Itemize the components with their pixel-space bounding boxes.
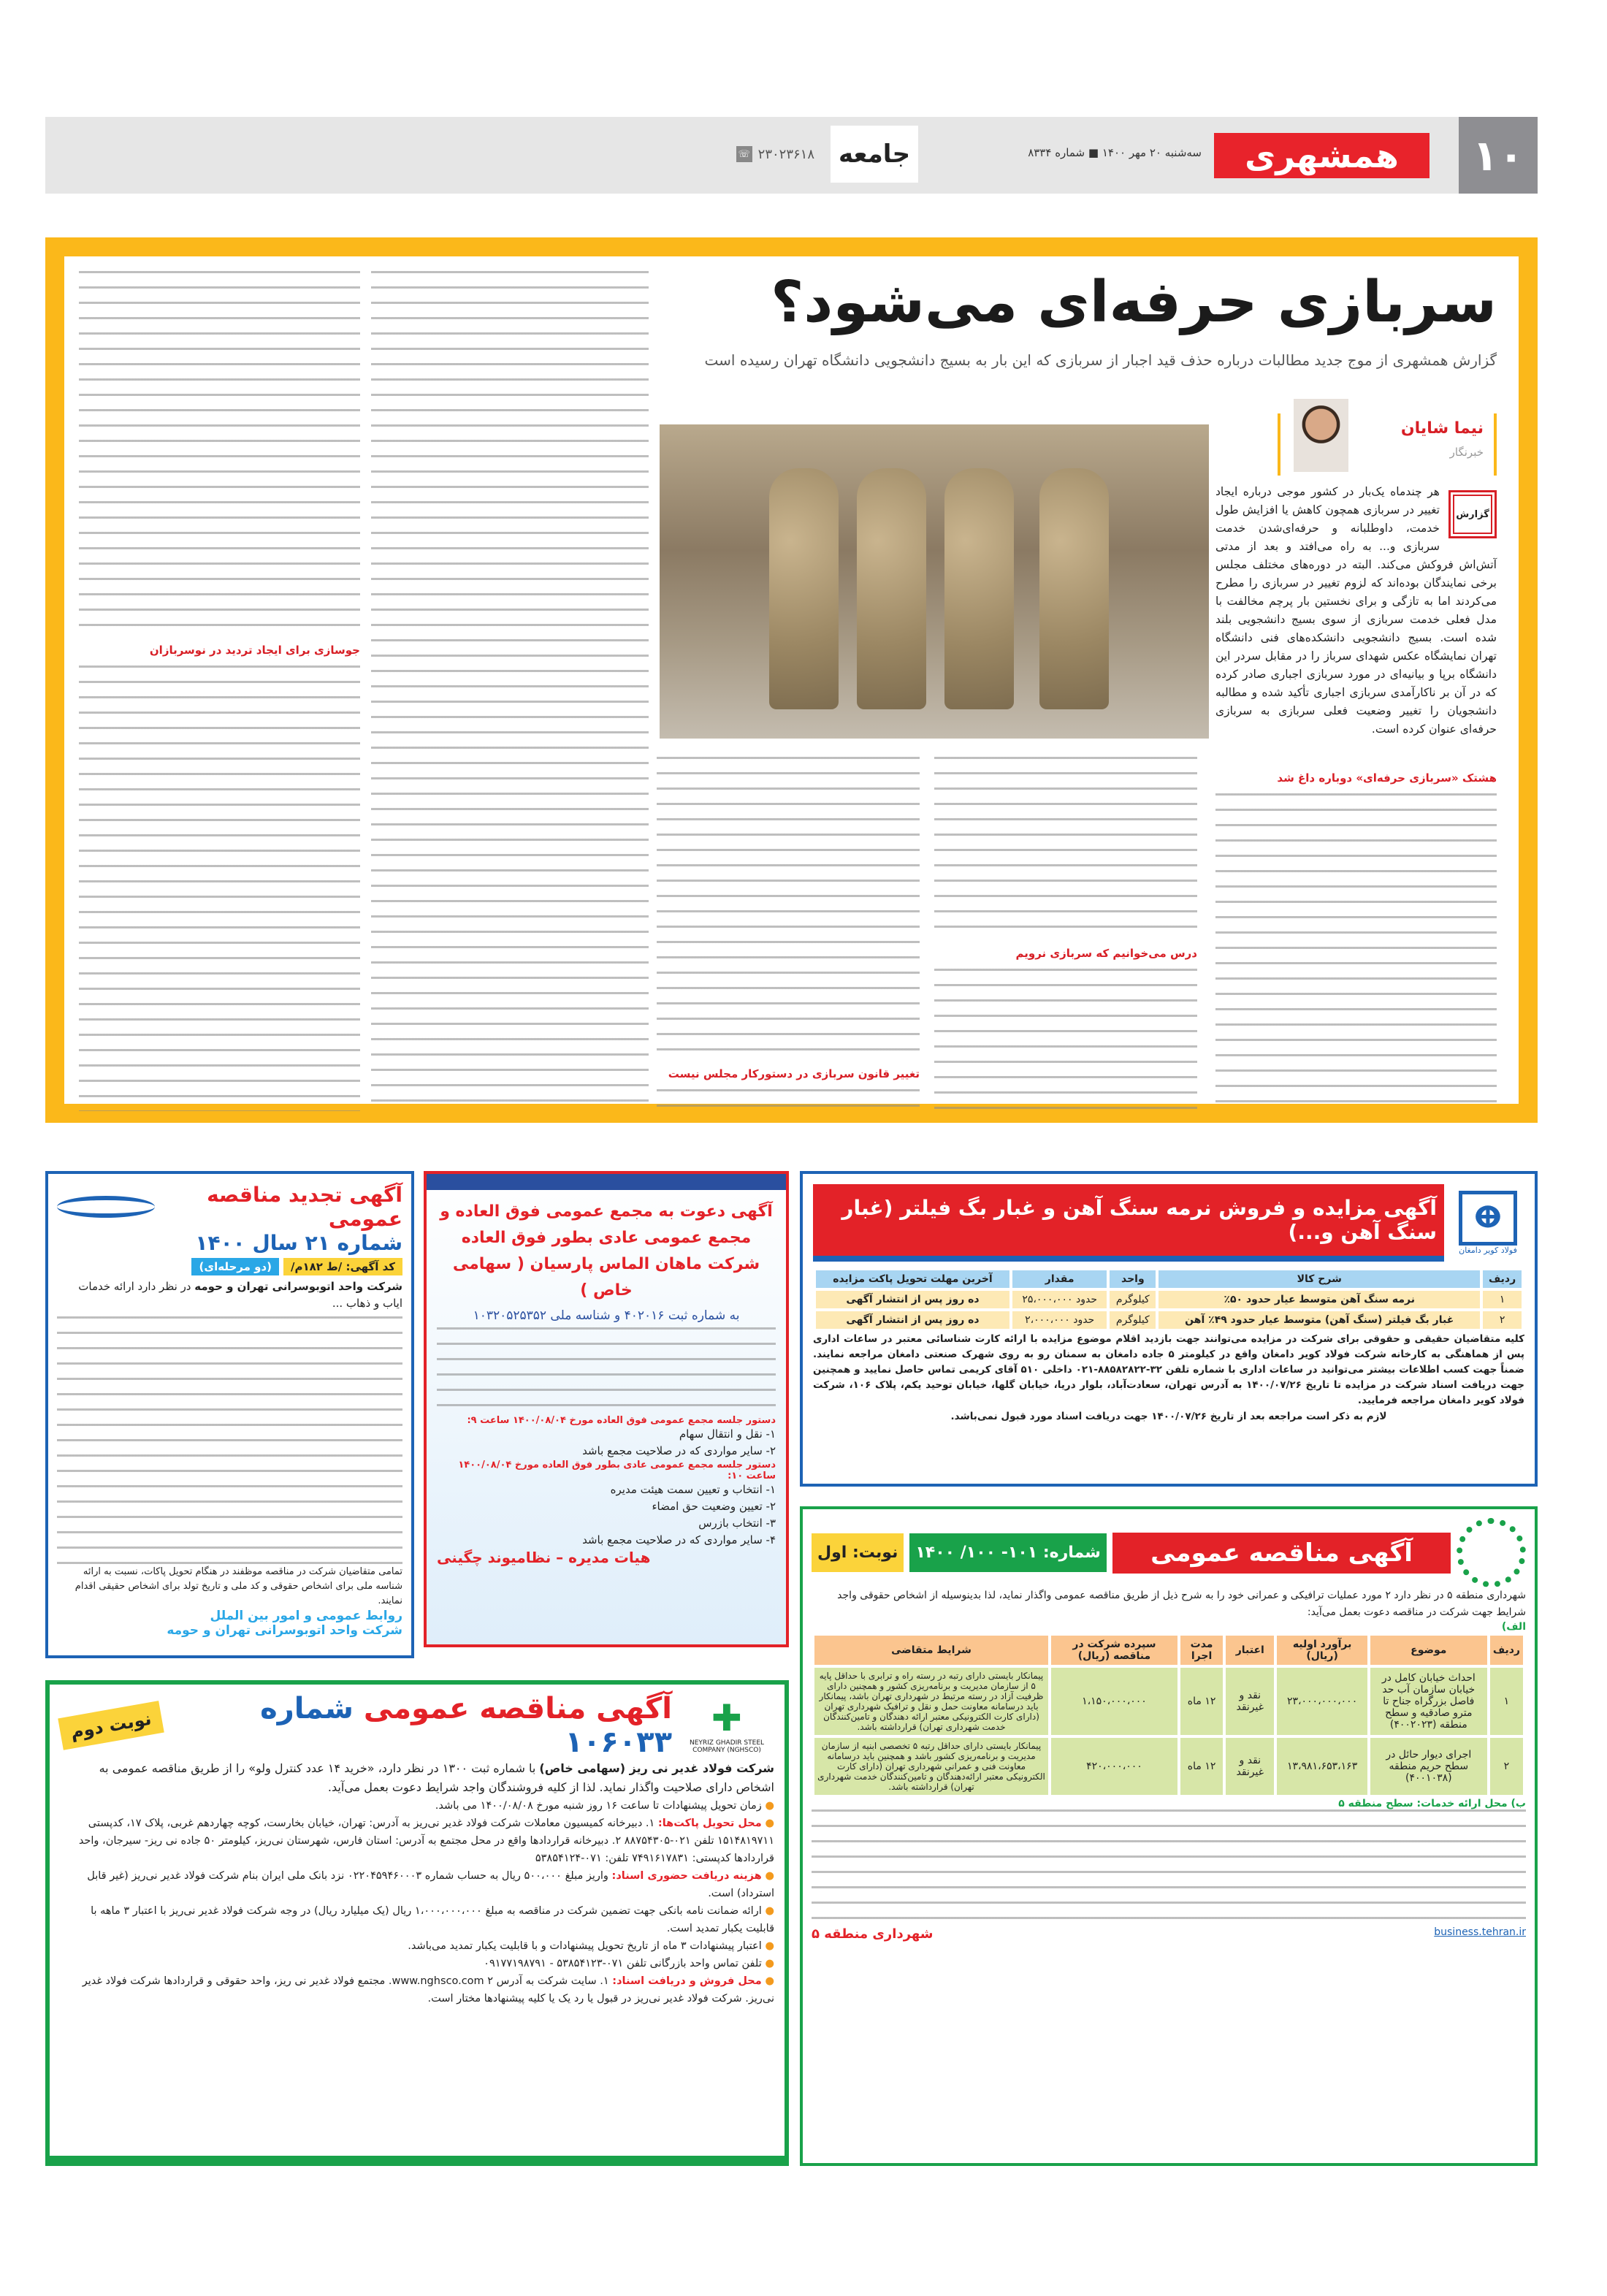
- company-name-en: NEYRIZ GHADIR STEEL COMPANY (NGHSCO): [689, 1739, 765, 1754]
- phone-icon: ☏: [736, 146, 752, 162]
- ad-note: لازم به ذکر است مراجعه بعد از تاریخ ۱۴۰۰/۰۷/۲۶ جهت دریافت اسناد مورد قبول نمی‌باشد.: [950, 1411, 1387, 1422]
- section-phone: [736, 146, 814, 162]
- bullet-icon: ●: [761, 1958, 774, 1969]
- agenda-item: ۱- انتخاب و تعیین سمت هیئت مدیره: [610, 1483, 776, 1496]
- agenda-item: ۴- سایر مواردی که در صلاحیت مجمع باشد: [582, 1533, 776, 1546]
- ad-mahan-assembly: [424, 1171, 789, 1647]
- company-name: شرکت فولاد غدیر نی ریز (سهامی خاص): [539, 1761, 774, 1775]
- table-row: ۱ نرمه سنگ آهن متوسط عیار حدود ۵۰٪ کیلوگرم حدود ۲۵،۰۰۰،۰۰۰ ده روز پس از انتشار آگهی: [816, 1291, 1522, 1308]
- ghadir-logo: ✚ NEYRIZ GHADIR STEEL COMPANY (NGHSCO): [679, 1697, 774, 1754]
- subhead: تغییر قانون سربازی در دستورکار مجلس نیست: [668, 1067, 920, 1080]
- agenda-title: دستور جلسه مجمع عمومی فوق العاده مورخ ۱۴۰۰/۰۸/۰۴ ساعت ۹:: [467, 1415, 776, 1426]
- agenda-item: ۲- تعیین وضعیت حق امضاء: [652, 1500, 776, 1513]
- ad-bus-tender: [45, 1171, 414, 1658]
- agenda-title: دستور جلسه مجمع عمومی عادی بطور فوق العاده مورخ ۱۴۰۰/۰۸/۰۴ ساعت ۱۰:: [458, 1460, 776, 1481]
- ad-body-text: [57, 1316, 402, 1565]
- damghan-logo: ⴲ فولاد کویر دامغان: [1451, 1191, 1524, 1255]
- item-text: اعتبار پیشنهادات ۳ ماه از تاریخ تحویل پیشنهادات و با قابلیت یکبار تمدید می‌باشد.: [408, 1940, 762, 1952]
- ad-round: نوبت دوم: [58, 1701, 164, 1750]
- issue-number: شماره ۸۳۳۴: [1028, 146, 1085, 159]
- table-row: ۱ احداث خیابان کامل در خیابان سازمان آب حد فاصل بزرگراه جناح تا مترو صادقیه و سطح منطقه (۴۰۰۲۰۲۳) ۲۳،۰۰۰،۰۰۰،۰۰۰ نقد و غیرنقد ۱۲ ماه ۱،۱۵۰،۰۰۰،۰۰۰ پیمانکار بایستی دارای رتبه در رسته راه و ترابری با حداقل پایه ۵ از سازمان مدیریت و برنامه‌ریزی کشور و همچنین دارای ظرفیت آزاد در رسته مرتبط در شهرداری تهران باشد، پیمانکار باید درسامانه معاونت حمل و نقل و ترافیک شهرداری تهران (دارای کارت الکترونیکی معتبر ارائه دهندگان و تامین‌کنندگان خدمت شهرداری تهران) قرارداشته باشد.: [814, 1668, 1523, 1735]
- body-text-column: [934, 757, 1197, 939]
- ad-title: آگهی تجدید مناقصه عمومی: [207, 1183, 402, 1231]
- author-avatar: [1294, 399, 1348, 472]
- main-article: [45, 237, 1538, 1123]
- body-text-column: [79, 665, 360, 1111]
- bullet-icon: ●: [761, 1818, 774, 1829]
- section-label: جامعه: [831, 126, 918, 183]
- body-text-column: [657, 1089, 920, 1111]
- list-item: [60, 1815, 774, 1867]
- article-lead: [1215, 483, 1497, 739]
- body-text-column: [934, 969, 1197, 1111]
- item-label: محل تحویل پاکت‌ها:: [657, 1818, 762, 1829]
- ad-title: آگهی مناقصه عمومی: [363, 1692, 672, 1725]
- list-item: [60, 1955, 774, 1972]
- list-item: [60, 1972, 774, 2007]
- section-label: الف): [1501, 1621, 1526, 1633]
- agenda-item: ۲- سایر مواردی که در صلاحیت مجمع باشد: [582, 1444, 776, 1457]
- item-text: زمان تحویل پیشنهادات تا ساعت ۱۶ روز شنبه مورخ ۱۴۰۰/۰۸/۰۸ می باشد.: [435, 1800, 762, 1812]
- item-text: ۱. دبیرخانه کمیسیون معاملات شرکت فولاد غدیر نی‌ریز به آدرس: تهران، خیابان بخارست، کوچه چهاردهم غربی، پلاک ۱۷، کدپستی ۱۵۱۴۸۱۹۷۱۱ تلفن ۰۲۱-۸۸۷۵۴۳۰۵ ۲. دبیرخانه قراردادها واقع در محل مجتمع به آدرس: استان فارس، شهرستان نی‌ریز، کیلومتر ۵۰ جاده نی ریز- سیرجان، واحد قراردادها کدپستی: ۷۴۹۱۶۱۷۸۳۱ تلفن: ۰۷۱-۵۳۸۵۴۱۲۴: [78, 1818, 774, 1864]
- author-role: خبرنگار: [1449, 446, 1484, 459]
- signature: شرکت واحد اتوبوسرانی تهران و حومه: [167, 1623, 402, 1638]
- table-row: ۲ غبار بگ فیلتر (سنگ آهن) متوسط عیار حدود ۴۹٪ آهن کیلوگرم حدود ۲،۰۰۰،۰۰۰ ده روز پس از انتشار آگهی: [816, 1311, 1522, 1329]
- subhead: جوسازی برای ایجاد تردید در نوسربازان: [149, 644, 360, 657]
- tender-table: ردیف موضوع برآورد اولیه (ریال) اعتبار مدت اجرا سپرده شرکت در مناقصه (ریال) شرایط متقاضی ۱ احداث خیابان کامل در خیابان سازمان آب حد فاصل بزرگراه جناح تا مترو صادقیه و سطح منطقه (۴۰۰۲۰۲۳) ۲۳،۰۰۰،۰۰۰،۰۰۰ نقد و غیرنقد ۱۲ ماه ۱،۱۵۰،۰۰۰،۰۰۰ پیمانکار بایستی دارای رتبه در رسته راه و ترابری با حداقل پایه ۵ از سازمان مدیریت و برنامه‌ریزی کشور و همچنین دارای ظرفیت آزاد در رسته مرتبط در شهرداری تهران باشد، پیمانکار باید درسامانه معاونت حمل و نقل و ترافیک شهرداری تهران (دارای کارت الکترونیکی معتبر ارائه دهندگان و تامین‌کنندگان خدمت شهرداری تهران) قرارداشته باشد. ۲ اجرای دیوار حائل در سطح حریم منطقه (۴۰۰۱۰۳۸) ۱۳،۹۸۱،۶۵۳،۱۶۳ نقد و غیرنقد ۱۲ ماه ۴۲۰،۰۰۰،۰۰۰ پیمانکار بایستی دارای حداقل رتبه ۵ تخصصی ابنیه از سازمان مدیریت و برنامه‌ریزی کشور باشد و همچنین باید درسامانه معاونت فنی و عمرانی شهرداری تهران (دارای کارت الکترونیکی معتبر ارائه‌دهندگان و تامین‌کنندگان خدمت شهرداری تهران) قرارداشته باشد.: [812, 1633, 1526, 1798]
- body-text-column: [1215, 793, 1497, 1111]
- article-headline: سربازی حرفه‌ای می‌شود؟: [771, 270, 1497, 335]
- body-text-column: [371, 271, 649, 1111]
- subhead: هشتک «سربازی حرفه‌ای» دوباره داغ شد: [1277, 771, 1497, 785]
- article-photo-soldiers: [660, 424, 1209, 739]
- ad-municipality-tender: [800, 1506, 1538, 2166]
- bullet-icon: ●: [761, 1870, 774, 1882]
- author-name: نیما شایان: [1400, 419, 1484, 438]
- lead-text: هر چندماه یک‌بار در کشور موجی درباره ایجاد تغییر در سربازی همچون کاهش یا افزایش طول خدمت، داوطلبانه و حرفه‌ای‌شدن خدمت سربازی و... به راه می‌افتد و بعد از مدتی آتش‌اش فروکش می‌کند. البته در دوره‌های مختلف مجلس برخی نمایندگان بوده‌اند که لزوم تغییر در سربازی را مطرح می‌کردند اما به تازگی و برای نخستین بار پرچم مخالفت با مدل فعلی خدمت سربازی از سوی بسیج دانشجویی بلند شده است. بسیج دانشجویی دانشکده‌های فنی دانشگاه تهران نمایشگاه عکس شهدای سرباز را در مقابل سردر این دانشگاه برپا و بیانیه‌ای در مورد سربازی اجباری صادر کرده که در آن بر ناکارآمدی سربازی اجباری تأکید شده و مطالبه دانشجویان را تغییر وضعیت فعلی سربازی به سربازی حرفه‌ای عنوان کرده است.: [1215, 485, 1497, 736]
- byline: [1278, 413, 1497, 476]
- ad-damghan-auction: [800, 1171, 1538, 1487]
- auction-table: ردیف شرح کالا واحد مقدار آخرین مهلت تحویل پاکت مزایده ۱ نرمه سنگ آهن متوسط عیار حدود ۵۰٪ کیلوگرم حدود ۲۵،۰۰۰،۰۰۰ ده روز پس از انتشار آگهی ۲ غبار بگ فیلتر (سنگ آهن) متوسط عیار حدود ۴۹٪ آهن کیلوگرم حدود ۲،۰۰۰،۰۰۰ ده روز پس از انتشار آگهی: [813, 1267, 1524, 1332]
- subhead: درس می‌خوانیم که سربازی نرویم: [1015, 947, 1197, 960]
- ad-intro: در نظر دارد ارائه خدمات ایاب و ذهاب ...: [78, 1280, 402, 1310]
- item-text: ۱. سایت شرکت به آدرس www.nghsco.com ۲. مجتمع فولاد غدیر نی ریز، واحد حقوقی و قراردادها شرکت فولاد غدیر نی‌ریز. شرکت فولاد غدیر نی‌ریز در قبول یا رد یک یا کلیه پیشنهادها مختار است.: [82, 1975, 774, 2005]
- date: سه‌شنبه ۲۰ مهر ۱۴۰۰: [1102, 146, 1202, 159]
- list-item: [60, 1937, 774, 1955]
- bullet-icon: ●: [761, 1975, 774, 1987]
- body-text-column: [79, 271, 360, 636]
- bullet-icon: ●: [761, 1800, 774, 1812]
- website-link[interactable]: business.tehran.ir: [1434, 1926, 1526, 1938]
- item-text: ارائه ضمانت نامه بانکی جهت تضمین شرکت در مناقصه به مبلغ ۱،۰۰۰،۰۰۰،۰۰۰ ریال (یک میلیارد ریال) در وجه شرکت فولاد غدیر نی‌ریز با اعتبار ۳ ماهه با قابلیت یکبار تمدید است.: [91, 1905, 774, 1934]
- agenda-item: ۱- نقل و انتقال سهام: [679, 1427, 776, 1441]
- list-item: [60, 1797, 774, 1815]
- bullet-icon: ●: [761, 1905, 774, 1917]
- report-tag: گزارش: [1448, 490, 1497, 538]
- page-header: [45, 117, 1538, 194]
- ad-intro: شهرداری منطقه ۵ در نظر دارد ۲ مورد عملیات ترافیکی و عمرانی خود را به شرح ذیل از طریق مناقصه عمومی واگذار نماید، لذا بدینوسیله از اشخاص حقوقی واجد شرایط جهت شرکت در مناقصه دعوت بعمل می‌آید:: [837, 1590, 1526, 1618]
- issue-info: سه‌شنبه ۲۰ مهر ۱۴۰۰ ■ شماره ۸۳۳۴: [1028, 146, 1202, 159]
- ad-body-text: [812, 1809, 1526, 1926]
- service-place: ب) محل ارائه خدمات: سطح منطقه ۵: [1338, 1798, 1526, 1809]
- ad-intro: با شماره ثبت ۱۳۰۰ در نظر دارد، «خرید ۱۴ عدد کنترل ولو» را از طریق مناقصه عمومی به اشخاص دارای صلاحیت واگذار نماید. لذا از کلیه فروشندگان واجد شرایط دعوت بعمل می‌آید.: [99, 1761, 774, 1794]
- tehran-municipality-logo: [1457, 1518, 1526, 1587]
- page-number: ۱۰: [1459, 117, 1538, 194]
- newspaper-logo: همشهری: [1214, 133, 1429, 178]
- company-name: شرکت واحد اتوبوسرانی تهران و حومه: [194, 1280, 402, 1293]
- item-label: هزینه دریافت حضوری اسناد:: [611, 1870, 762, 1882]
- signature: روابط عمومی و امور بین الملل: [210, 1609, 402, 1623]
- body-text-column: [657, 757, 920, 1060]
- company-name: فولاد کویر دامغان: [1459, 1246, 1517, 1255]
- item-text: واریز مبلغ ۵۰۰،۰۰۰ ریال به حساب شماره ۰۲۲۰۴۵۹۴۶۰۰۰۳ نزد بانک ملی ایران بنام شرکت فولاد غدیر نی‌ریز (غیر قابل استرداد) است.: [87, 1870, 774, 1899]
- bullet-icon: ●: [761, 1940, 774, 1952]
- item-text: تلفن تماس واحد بازرگانی تلفن ۰۷۱-۵۳۸۵۴۱۲۳ - ۰۹۱۷۷۱۹۸۷۹۱: [484, 1958, 762, 1969]
- ad-title: آگهی دعوت به مجمع عمومی فوق العاده و مجمع عمومی عادی بطور فوق العاده شرکت ماهان الماس پارسیان ( سهامی خاص ): [440, 1202, 773, 1300]
- table-row: ۲ اجرای دیوار حائل در سطح حریم منطقه (۴۰۰۱۰۳۸) ۱۳،۹۸۱،۶۵۳،۱۶۳ نقد و غیرنقد ۱۲ ماه ۴۲۰،۰۰۰،۰۰۰ پیمانکار بایستی دارای حداقل رتبه ۵ تخصصی ابنیه از سازمان مدیریت و برنامه‌ریزی کشور باشد و همچنین باید درسامانه معاونت فنی و عمرانی شهرداری تهران (دارای کارت الکترونیکی معتبر ارائه‌دهندگان و تامین‌کنندگان خدمت شهرداری تهران) قرارداشته باشد.: [814, 1738, 1523, 1795]
- signature: شهرداری منطقه ۵: [812, 1926, 934, 1942]
- ad-stage: (دو مرحله‌ای): [191, 1258, 279, 1275]
- registration: به شماره ثبت ۴۰۲۰۱۶ و شناسه ملی ۱۰۳۲۰۵۲۵۳۵۲: [473, 1308, 740, 1323]
- article-subtitle: گزارش همشهری از موج جدید مطالبات درباره حذف قید اجبار از سربازی که این بار به بسیج دانشجویی دانشگاه تهران رسیده است: [704, 351, 1497, 369]
- list-item: [60, 1902, 774, 1937]
- list-item: [60, 1867, 774, 1902]
- item-label: محل فروش و دریافت اسناد:: [612, 1975, 762, 1987]
- ad-number: شماره ۱۰۶۰۳۳: [260, 1692, 672, 1759]
- ad-title: آگهی مناقصه عمومی: [1112, 1533, 1451, 1574]
- ad-code: کد آگهی: /ط ۱۸۲م/: [283, 1258, 402, 1275]
- bus-company-logo: [57, 1196, 155, 1218]
- ad-ghadir-tender: [45, 1680, 789, 2166]
- ad-number: شماره ۲۱ سال ۱۴۰۰: [195, 1231, 402, 1255]
- ad-body: کلیه متقاضیان حقیقی و حقوقی برای شرکت در مزایده می‌توانند جهت بازدید اقلام موضوع مزایده با ارائه کارت شناسائی معتبر در ساعات اداری پس از هماهنگی به کارخانه شرکت فولاد کویر دامغان واقع در کیلومتر ۵ جاده دامغان به سمنان رو به روی شهرک صنعتی دامغان مراجعه نمایند. ضمناً جهت کسب اطلاعات بیشتر می‌توانید در ساعات اداری با شماره تلفن ۳۲-۸۸۵۸۲۸۲۲-۰۲۱ داخلی ۵۱۰ آقای کریمی تماس حاصل نمایید و همچنین جهت دریافت اسناد شرکت در مزایده تا تاریخ ۱۴۰۰/۰۷/۲۶ به آدرس تهران، سعادت‌آباد، بلوار دریا، خیابان گلها، خیابان توحید یکم، پلاک ۱۰۶، شرکت فولاد کویر دامغان مراجعه فرمایید.: [813, 1333, 1525, 1406]
- phone-number: ۲۳۰۲۳۶۱۸: [757, 146, 814, 162]
- ad-footer-text: تمامی متقاضیان شرکت در مناقصه موظفند در هنگام تحویل پاکات، نسبت به ارائه شناسه ملی برای اشخاص حقوقی و کد ملی و تاریخ تولد برای اشخاص حقیقی اقدام نمایند.: [75, 1566, 402, 1606]
- ad-title: آگهی مزایده و فروش نرمه سنگ آهن و غبار بگ فیلتر (غبار سنگ آهن و...): [813, 1184, 1444, 1262]
- ad-number: شماره: ۱۰۱- ۱۰۰/ ۱۴۰۰: [909, 1533, 1107, 1572]
- ad-body-text: [437, 1327, 776, 1415]
- agenda-item: ۳- انتخاب بازرس: [698, 1517, 776, 1530]
- signature: هیات مدیره – نظامیوند چگینی: [437, 1549, 651, 1566]
- ad-items: [60, 1797, 774, 2007]
- ad-round: نوبت: اول: [812, 1533, 904, 1572]
